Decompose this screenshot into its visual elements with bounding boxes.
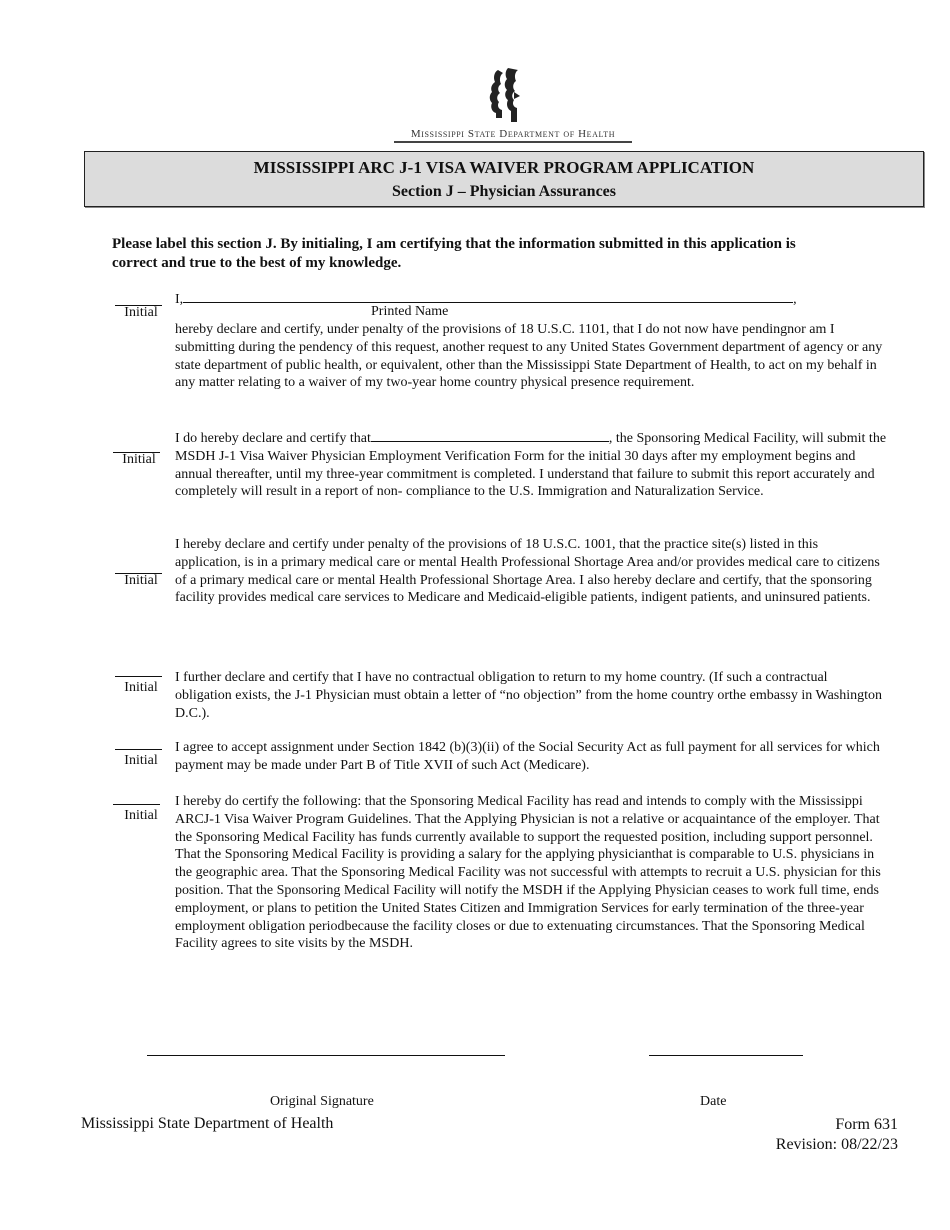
sponsoring-facility-field[interactable]	[371, 429, 609, 442]
date-label: Date	[700, 1094, 727, 1109]
assurance-2-body: , the Sponsoring Medical Facility, will submit the MSDH J-1 Visa Waiver Physician Employment Verification Form for the initial 30 days after my employment begins and annual thereafter, until my three-year commitment is completed. I understand that failure to submit this report accurately and completely will result in a report of non- compliance to the U.S. Immigration and Naturalization Service.	[175, 431, 887, 500]
printed-name-label: Printed Name	[371, 304, 449, 319]
initial-label: Initial	[122, 452, 156, 467]
printed-name-field[interactable]	[183, 290, 793, 303]
initial-label: Initial	[124, 573, 158, 588]
initial-label: Initial	[124, 305, 158, 320]
signature-label: Original Signature	[270, 1094, 374, 1109]
title-box	[84, 151, 924, 207]
form-title: MISSISSIPPI ARC J-1 VISA WAIVER PROGRAM APPLICATION	[253, 158, 755, 177]
initial-field-6[interactable]	[113, 804, 160, 805]
assurance-5-text: I agree to accept assignment under Section 1842 (b)(3)(ii) of the Social Security Act as full payment for all services for which payment may be made under Part B of Title XVII of such Act (Medicare).	[175, 740, 880, 773]
footer-agency: Mississippi State Department of Health	[81, 1115, 334, 1132]
date-field[interactable]	[649, 1055, 803, 1056]
assurance-2-lead: I do hereby declare and certify that	[175, 431, 371, 446]
assurance-2-text	[175, 429, 887, 501]
footer-form-info	[700, 1115, 898, 1155]
form-number: Form 631	[835, 1116, 898, 1133]
initial-label: Initial	[124, 753, 158, 768]
assurance-1-header	[175, 290, 887, 309]
intro-instructions: Please label this section J. By initialing, I am certifying that the information submitted in this application is correct and true to the best of my knowledge.	[112, 236, 796, 271]
signature-field[interactable]	[147, 1055, 505, 1056]
assurance-1-text: hereby declare and certify, under penalty of the provisions of 18 U.S.C. 1101, that I do not now have pendingnor am I submitting during the pendency of this request, another request to any United States Government department of agency or any state department of public health, or equivalent, other than the Mississippi State Department of Health, to act on my behalf in any matter relating to a waiver of my two-year home country physical presence requirement.	[175, 322, 883, 391]
initial-label: Initial	[124, 808, 158, 823]
assurance-1-comma: ,	[793, 292, 797, 307]
msdh-logo-icon	[484, 66, 526, 126]
assurance-4-text: I further declare and certify that I have no contractual obligation to return to my home country. (If such a contractual obligation exists, the J-1 Physician must obtain a letter of “no objection” from the home country orthe embassy in Washington D.C.).	[175, 670, 883, 721]
form-revision: Revision: 08/22/23	[775, 1136, 898, 1153]
assurance-3-text: I hereby declare and certify under penalty of the provisions of 18 U.S.C. 1001, that the practice site(s) listed in this application, is in a primary medical care or mental Health Professional Shortage Area and/or provides medical care to citizens of a primary medical care or mental Health Professional Shortage Area. I also hereby declare and certify, that the sponsoring facility provides medical care services to Medicare and Medicaid-eligible patients, indigent patients, and uninsured patients.	[175, 537, 880, 606]
initial-field-5[interactable]	[115, 749, 162, 750]
assurance-1-lead: I,	[175, 292, 184, 307]
logo-wordmark: Mississippi State Department of Health	[410, 128, 616, 140]
initial-label: Initial	[124, 680, 158, 695]
logo-divider	[394, 141, 632, 143]
initial-field-4[interactable]	[115, 676, 162, 677]
section-title: Section J – Physician Assurances	[391, 183, 616, 200]
assurance-6-text: I hereby do certify the following: that the Sponsoring Medical Facility has read and intends to comply with the Mississippi ARCJ-1 Visa Waiver Program Guidelines. That the Applying Physician is not a relative or acquaintance of the employer. That the Sponsoring Medical Facility has funds currently available to support the requested position, including support personnel. That the Sponsoring Medical Facility is providing a salary for the applying physicianthat is comparable to U.S. physicians in the geographic area. That the Sponsoring Medical Facility was not successful with attempts to recruit a U.S. physician for this position. That the Sponsoring Medical Facility will notify the MSDH if the Applying Physician ceases to work full time, ends employment, or plans to petition the United States Citizen and Immigration Services for early termination of the three-year employment obligation periodbecause the facility closes or due to extenuating circumstances. That the Sponsoring Medical Facility agrees to site visits by the MSDH.	[175, 794, 881, 952]
